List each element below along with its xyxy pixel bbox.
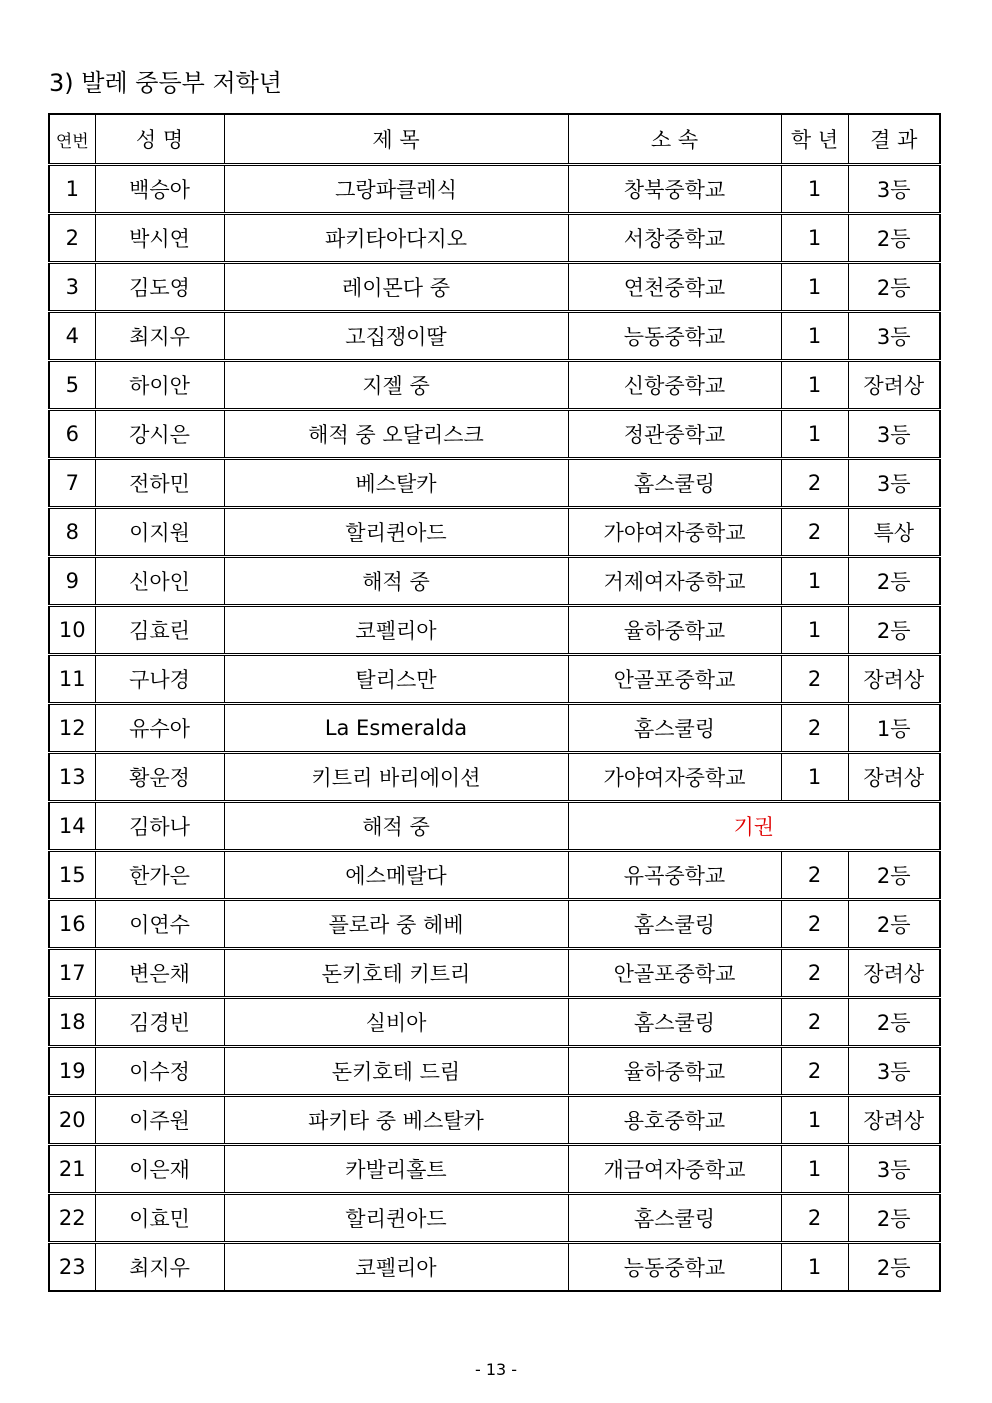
header-school: 소 속 (568, 114, 781, 165)
row-number-cell: 9 (49, 557, 95, 606)
title-cell: 지젤 중 (224, 361, 568, 410)
school-cell: 용호중학교 (568, 1096, 781, 1145)
header-grade: 학 년 (781, 114, 848, 165)
row-number-cell: 23 (49, 1243, 95, 1292)
table-row (49, 459, 940, 508)
header-no: 연번 (49, 114, 95, 165)
table-row (49, 557, 940, 606)
name-cell: 박시연 (95, 214, 224, 263)
row-number-cell: 17 (49, 949, 95, 998)
section-title: 3) 발레 중등부 저학년 (49, 69, 282, 97)
result-cell: 장려상 (848, 1096, 940, 1145)
title-cell: 베스탈카 (224, 459, 568, 508)
school-cell: 홈스쿨링 (568, 998, 781, 1047)
grade-cell: 2 (781, 459, 848, 508)
result-cell: 장려상 (848, 753, 940, 802)
row-number-cell: 3 (49, 263, 95, 312)
school-cell: 정관중학교 (568, 410, 781, 459)
result-cell: 2등 (848, 214, 940, 263)
grade-cell: 2 (781, 949, 848, 998)
name-cell: 최지우 (95, 312, 224, 361)
header-name: 성 명 (95, 114, 224, 165)
name-cell: 하이안 (95, 361, 224, 410)
name-cell: 강시은 (95, 410, 224, 459)
school-cell: 창북중학교 (568, 165, 781, 214)
grade-cell: 2 (781, 851, 848, 900)
title-cell: 레이몬다 중 (224, 263, 568, 312)
school-cell: 안골포중학교 (568, 655, 781, 704)
title-cell: 돈키호테 드림 (224, 1047, 568, 1096)
row-number-cell: 19 (49, 1047, 95, 1096)
grade-cell: 1 (781, 753, 848, 802)
school-cell: 유곡중학교 (568, 851, 781, 900)
name-cell: 유수아 (95, 704, 224, 753)
title-cell: 탈리스만 (224, 655, 568, 704)
name-cell: 한가은 (95, 851, 224, 900)
grade-cell: 1 (781, 214, 848, 263)
grade-cell: 2 (781, 508, 848, 557)
result-cell: 장려상 (848, 655, 940, 704)
title-cell: 코펠리아 (224, 1243, 568, 1292)
row-number-cell: 5 (49, 361, 95, 410)
row-number-cell: 20 (49, 1096, 95, 1145)
row-number-cell: 11 (49, 655, 95, 704)
name-cell: 황운정 (95, 753, 224, 802)
row-number-cell: 10 (49, 606, 95, 655)
title-cell: 할리퀸아드 (224, 1194, 568, 1243)
name-cell: 이지원 (95, 508, 224, 557)
school-cell: 율하중학교 (568, 606, 781, 655)
school-cell: 홈스쿨링 (568, 459, 781, 508)
name-cell: 구나경 (95, 655, 224, 704)
table-row (49, 410, 940, 459)
row-number-cell: 13 (49, 753, 95, 802)
name-cell: 김효린 (95, 606, 224, 655)
school-cell: 서창중학교 (568, 214, 781, 263)
page-number: - 13 - (474, 1360, 518, 1379)
name-cell: 이은재 (95, 1145, 224, 1194)
result-cell: 2등 (848, 606, 940, 655)
school-cell: 홈스쿨링 (568, 704, 781, 753)
grade-cell: 1 (781, 1243, 848, 1292)
grade-cell: 1 (781, 1096, 848, 1145)
grade-cell: 1 (781, 165, 848, 214)
row-number-cell: 4 (49, 312, 95, 361)
title-cell: 해적 중 (224, 557, 568, 606)
row-number-cell: 18 (49, 998, 95, 1047)
title-cell: 실비아 (224, 998, 568, 1047)
result-cell: 3등 (848, 165, 940, 214)
result-cell: 특상 (848, 508, 940, 557)
title-cell: 플로라 중 헤베 (224, 900, 568, 949)
title-cell: 해적 중 (224, 802, 568, 851)
table-row (49, 1047, 940, 1096)
title-cell: 카발리홀트 (224, 1145, 568, 1194)
grade-cell: 2 (781, 1047, 848, 1096)
table-row (49, 263, 940, 312)
school-cell: 홈스쿨링 (568, 900, 781, 949)
name-cell: 김하나 (95, 802, 224, 851)
row-number-cell: 2 (49, 214, 95, 263)
table-row (49, 165, 940, 214)
result-cell: 3등 (848, 312, 940, 361)
title-cell: 파키타아다지오 (224, 214, 568, 263)
name-cell: 김도영 (95, 263, 224, 312)
result-cell: 2등 (848, 851, 940, 900)
table-row (49, 998, 940, 1047)
table-row (49, 508, 940, 557)
grade-cell: 1 (781, 606, 848, 655)
name-cell: 김경빈 (95, 998, 224, 1047)
row-number-cell: 12 (49, 704, 95, 753)
grade-cell: 2 (781, 655, 848, 704)
table-row (49, 949, 940, 998)
name-cell: 신아인 (95, 557, 224, 606)
result-cell: 장려상 (848, 949, 940, 998)
school-cell: 가야여자중학교 (568, 508, 781, 557)
grade-cell: 1 (781, 361, 848, 410)
row-number-cell: 14 (49, 802, 95, 851)
name-cell: 이수정 (95, 1047, 224, 1096)
title-cell: 키트리 바리에이션 (224, 753, 568, 802)
grade-cell: 2 (781, 998, 848, 1047)
school-cell: 개금여자중학교 (568, 1145, 781, 1194)
title-cell: 고집쟁이딸 (224, 312, 568, 361)
row-number-cell: 15 (49, 851, 95, 900)
school-cell: 홈스쿨링 (568, 1194, 781, 1243)
title-cell: 할리퀸아드 (224, 508, 568, 557)
result-cell: 2등 (848, 557, 940, 606)
result-cell: 3등 (848, 1047, 940, 1096)
result-cell: 3등 (848, 410, 940, 459)
table-row (49, 900, 940, 949)
title-cell: 돈키호테 키트리 (224, 949, 568, 998)
grade-cell: 2 (781, 900, 848, 949)
title-cell: 코펠리아 (224, 606, 568, 655)
result-cell: 2등 (848, 900, 940, 949)
grade-cell: 1 (781, 410, 848, 459)
result-cell: 2등 (848, 263, 940, 312)
row-number-cell: 6 (49, 410, 95, 459)
table-row (49, 214, 940, 263)
grade-cell: 1 (781, 557, 848, 606)
result-cell: 3등 (848, 1145, 940, 1194)
name-cell: 변은채 (95, 949, 224, 998)
name-cell: 전하민 (95, 459, 224, 508)
name-cell: 최지우 (95, 1243, 224, 1292)
school-cell: 신항중학교 (568, 361, 781, 410)
grade-cell: 1 (781, 263, 848, 312)
row-number-cell: 21 (49, 1145, 95, 1194)
name-cell: 백승아 (95, 165, 224, 214)
school-cell: 연천중학교 (568, 263, 781, 312)
school-cell: 안골포중학교 (568, 949, 781, 998)
result-cell: 2등 (848, 1194, 940, 1243)
result-cell: 장려상 (848, 361, 940, 410)
table-row (49, 753, 940, 802)
title-cell: 그랑파클레식 (224, 165, 568, 214)
title-cell: La Esmeralda (224, 704, 568, 753)
grade-cell: 2 (781, 704, 848, 753)
table-row (49, 1096, 940, 1145)
results-table (48, 113, 941, 1292)
result-cell: 1등 (848, 704, 940, 753)
grade-cell: 2 (781, 1194, 848, 1243)
result-cell: 3등 (848, 459, 940, 508)
title-cell: 해적 중 오달리스크 (224, 410, 568, 459)
table-row (49, 1145, 940, 1194)
table-row (49, 655, 940, 704)
table-row (49, 606, 940, 655)
name-cell: 이연수 (95, 900, 224, 949)
result-cell: 2등 (848, 998, 940, 1047)
row-number-cell: 7 (49, 459, 95, 508)
grade-cell: 1 (781, 312, 848, 361)
name-cell: 이효민 (95, 1194, 224, 1243)
school-cell: 능동중학교 (568, 1243, 781, 1292)
name-cell: 이주원 (95, 1096, 224, 1145)
school-cell: 거제여자중학교 (568, 557, 781, 606)
table-row (49, 312, 940, 361)
row-number-cell: 8 (49, 508, 95, 557)
school-cell: 가야여자중학교 (568, 753, 781, 802)
table-row (49, 851, 940, 900)
table-row (49, 1243, 940, 1292)
header-result: 결 과 (848, 114, 940, 165)
row-number-cell: 1 (49, 165, 95, 214)
row-number-cell: 16 (49, 900, 95, 949)
status-cell: 기권 (568, 802, 940, 851)
header-title: 제 목 (224, 114, 568, 165)
table-row (49, 704, 940, 753)
table-row (49, 361, 940, 410)
row-number-cell: 22 (49, 1194, 95, 1243)
table-header-row (49, 114, 940, 165)
table-row (49, 1194, 940, 1243)
table-body (49, 165, 940, 1292)
school-cell: 능동중학교 (568, 312, 781, 361)
result-cell: 2등 (848, 1243, 940, 1292)
school-cell: 율하중학교 (568, 1047, 781, 1096)
title-cell: 파키타 중 베스탈카 (224, 1096, 568, 1145)
grade-cell: 1 (781, 1145, 848, 1194)
table-row (49, 802, 940, 851)
title-cell: 에스메랄다 (224, 851, 568, 900)
